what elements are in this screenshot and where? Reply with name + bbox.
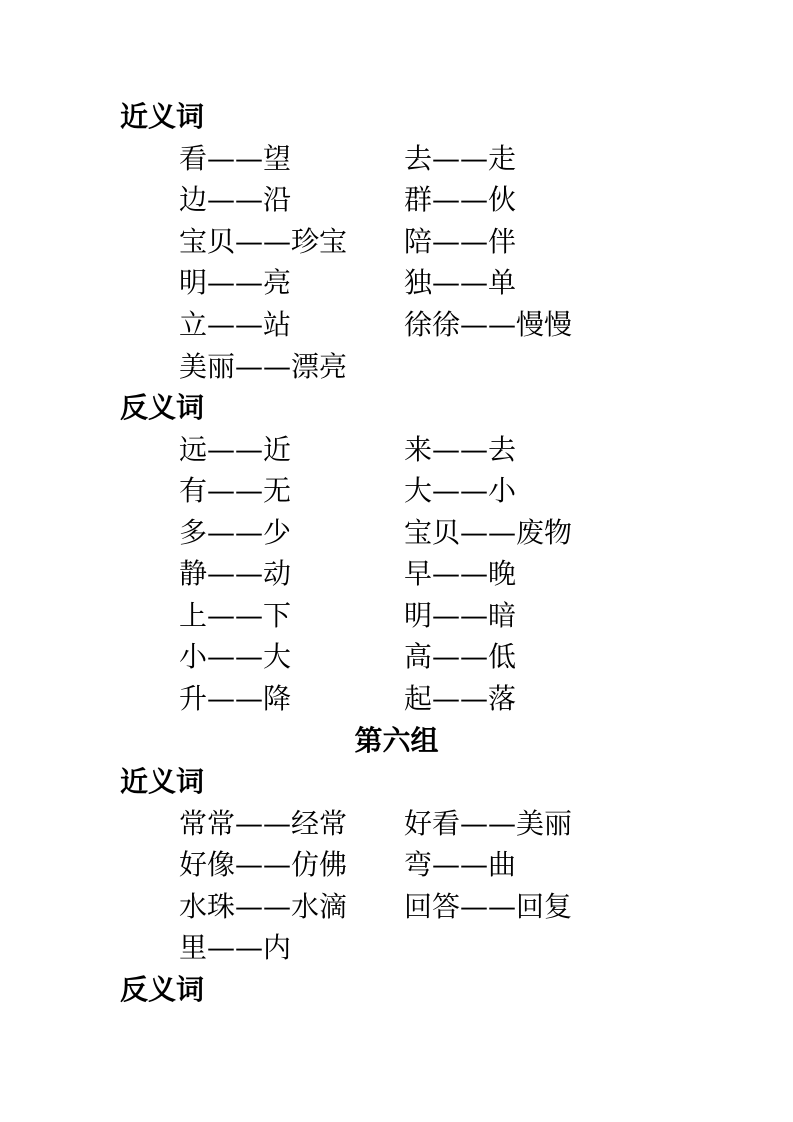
word-pair: 小——大 [179, 640, 292, 673]
word-pair: 立——站 [179, 308, 292, 341]
word-pair: 回答——回复 [404, 890, 573, 923]
word-pair: 弯——曲 [404, 848, 517, 881]
word-pair: 起——落 [404, 682, 517, 715]
word-pair: 去——走 [404, 142, 517, 175]
word-pair: 边——沿 [179, 183, 292, 216]
antonyms-heading: 反义词 [120, 973, 205, 1006]
synonyms-heading: 近义词 [120, 100, 205, 133]
word-pair: 水珠——水滴 [179, 890, 348, 923]
word-pair: 徐徐——慢慢 [404, 308, 573, 341]
word-pair: 宝贝——珍宝 [179, 225, 348, 258]
word-pair: 早——晚 [404, 557, 517, 590]
word-pair: 明——暗 [404, 599, 517, 632]
word-pair: 好像——仿佛 [179, 848, 348, 881]
word-pair: 宝贝——废物 [404, 516, 573, 549]
word-pair: 升——降 [179, 682, 292, 715]
word-pair: 高——低 [404, 640, 517, 673]
word-pair: 独——单 [404, 266, 517, 299]
word-pair: 好看——美丽 [404, 807, 573, 840]
word-pair: 群——伙 [404, 183, 517, 216]
antonyms-heading: 反义词 [120, 391, 205, 424]
word-pair: 上——下 [179, 599, 292, 632]
synonyms-heading: 近义词 [120, 765, 205, 798]
word-pair: 大——小 [404, 474, 517, 507]
word-pair: 来——去 [404, 433, 517, 466]
word-pair: 美丽——漂亮 [179, 350, 348, 383]
word-pair: 看——望 [179, 142, 292, 175]
word-pair: 常常——经常 [179, 807, 348, 840]
word-pair: 里——内 [179, 931, 292, 964]
word-pair: 明——亮 [179, 266, 292, 299]
word-pair: 多——少 [179, 516, 292, 549]
group-title: 第六组 [354, 724, 439, 757]
word-pair: 有——无 [179, 474, 292, 507]
word-pair: 陪——伴 [404, 225, 517, 258]
word-pair: 静——动 [179, 557, 292, 590]
word-pair: 远——近 [179, 433, 292, 466]
